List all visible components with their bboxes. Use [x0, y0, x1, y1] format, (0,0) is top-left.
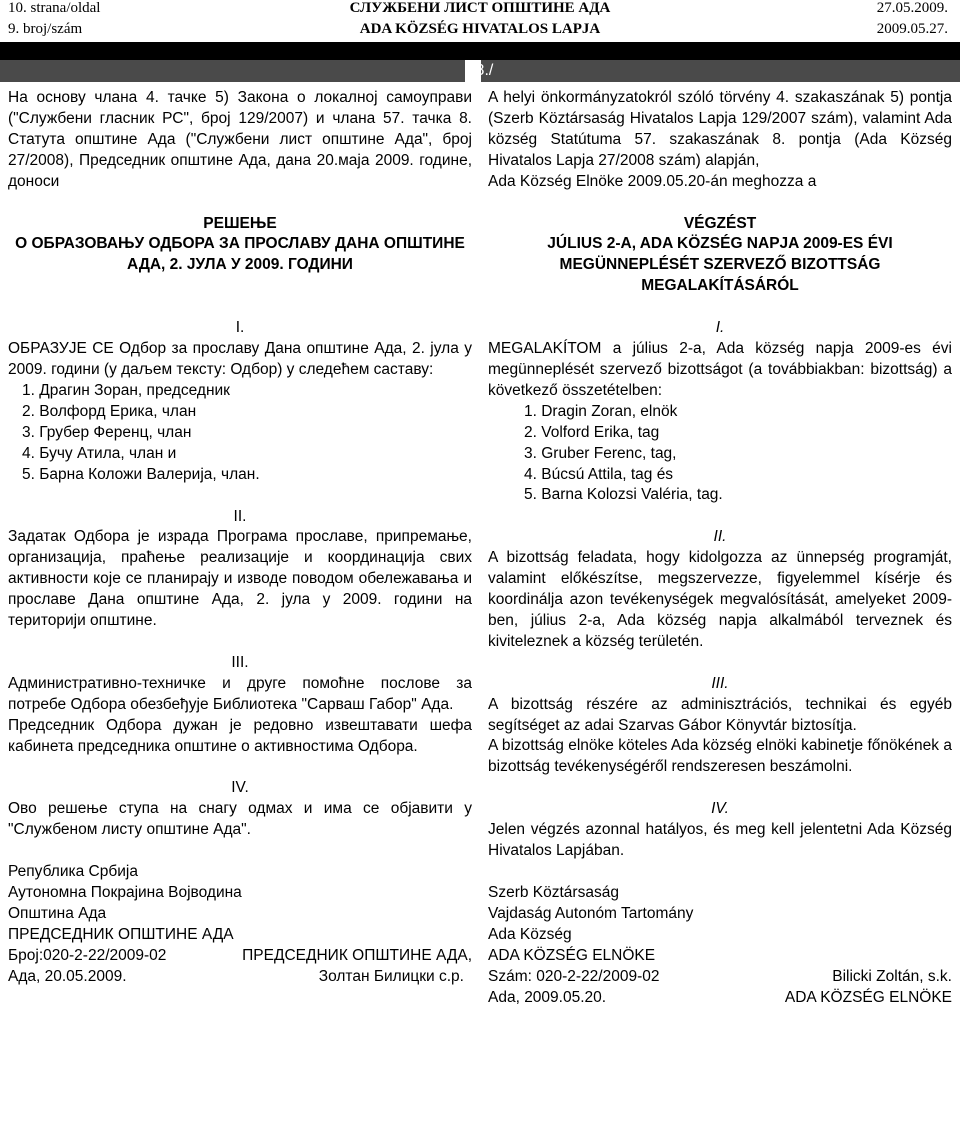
signature-line: Vajdaság Autonóm Tartomány: [488, 904, 694, 922]
list-item: 2. Volford Erika, tag: [524, 423, 660, 441]
signature-line: Аутономна Покрајина Војводина: [8, 884, 242, 902]
section-1-text: ОБРАЗУЈЕ СЕ Одбор за прославу Дана општине Ада, 2. јула у 2009. години (у даљем тексту: Одбор) у следећем саставу:: [8, 340, 472, 379]
section-2-number: II.: [713, 528, 727, 546]
section-3-text: A bizottság elnöke köteles Ada község elnöki kabinetje főnökének a bizottság tevékenységéről rendszeresen beszámolni.: [488, 737, 952, 776]
signatory-name: Bilicki Zoltán, s.k.: [832, 967, 952, 985]
list-item: 4. Бучу Атила, члан и: [22, 444, 177, 462]
signatory-name: Золтан Билицки с.р.: [318, 967, 464, 985]
list-item: 5. Barna Kolozsi Valéria, tag.: [524, 486, 723, 504]
date-serbian: 27.05.2009.: [876, 0, 948, 16]
gazette-title-serbian: СЛУЖБЕНИ ЛИСТ ОПШТИНЕ АДА: [349, 0, 611, 16]
section-3-number: III.: [231, 653, 249, 671]
list-item: 5. Барна Коложи Валерија, члан.: [22, 465, 260, 483]
list-item: 1. Драгин Зоран, председник: [22, 381, 230, 399]
section-2-number: II.: [233, 507, 247, 525]
signature-line: Општина Ада: [8, 905, 107, 922]
list-item: 3. Грубер Ференц, члан: [22, 423, 192, 441]
section-3-text: Административно-техничке и друге помоћне послове за потребе Одбора обезбеђује Библиотека "Сарваш Габор" Ада.: [8, 674, 472, 713]
signature-line: ADA KÖZSÉG ELNÖKE: [488, 946, 656, 964]
hungarian-column: [488, 88, 952, 1008]
decision-subtitle: О ОБРАЗОВАЊУ ОДБОРА ЗА ПРОСЛАВУ ДАНА ОПШТИНЕ АДА, 2. ЈУЛА У 2009. ГОДИНИ: [15, 235, 465, 274]
section-4-number: IV.: [711, 800, 729, 818]
intro-text: На основу члана 4. тачке 5) Закона о локалној самоуправи ("Службени гласник РС", број 129/2007) и члана 57. тачка 8. Статута општине Ада ("Службени лист општине Ада", број 27/2008), Председник општине Ада, дана 20.маја 2009. године, доноси: [8, 89, 472, 190]
page-header: [0, 0, 960, 42]
header-black-bar: [0, 42, 960, 60]
section-4-number: IV.: [231, 779, 249, 797]
page-number: 10. strana/oldal: [8, 0, 101, 16]
list-item: 2. Волфорд Ерика, члан: [22, 402, 197, 420]
section-2-text: A bizottság feladata, hogy kidolgozza az ünnepség programját, valamint előkészítse, megszervezze, figyelemmel kísérje és koordinálja azon tevékenységek megvalósítását, amelyeket 2009-ben, július 2-a, Ada község napja alkalmából terveznek és kiviteleznek a község területén.: [488, 549, 952, 650]
section-4-text: Ово решење ступа на снагу одмах и има се објавити у "Службеном листу општине Ада".: [8, 800, 472, 839]
member-list: [488, 402, 952, 507]
signature-line: Република Србија: [8, 863, 138, 881]
intro-text: A helyi önkormányzatokról szóló törvény 4. szakaszának 5) pontja (Szerb Köztársaság Hivatalos Lapja 129/2007 szám), valamint Ada község Statútuma 57. szakaszának 8. pontja (Ada Község Hivatalos Lapja 27/2008 szám) alapján,: [488, 89, 952, 169]
list-item: 3. Gruber Ferenc, tag,: [524, 444, 677, 462]
date-hungarian: 2009.05.27.: [876, 21, 948, 37]
signatory-title: ADA KÖZSÉG ELNÖKE: [784, 988, 952, 1006]
serbian-column: [8, 88, 472, 988]
section-3-text: Председник Одбора дужан је редовно извештавати шефа кабинета председника општине о активностима Одбора.: [8, 716, 472, 755]
section-3-text: A bizottság részére az adminisztrációs, technikai és egyéb segítséget az adai Szarvas Gábor Könyvtár biztosítja.: [488, 695, 952, 734]
intro-text: Ada Község Elnöke 2009.05.20-án meghozza a: [488, 172, 817, 190]
list-item: 4. Búcsú Attila, tag és: [524, 465, 674, 483]
section-1-number: I.: [235, 319, 245, 337]
signature-row: [8, 946, 472, 967]
document-reference: Szám: 020-2-22/2009-02: [488, 967, 660, 985]
section-3-number: III.: [711, 674, 729, 692]
document-number: 38./: [466, 62, 494, 79]
document-reference: Број:020-2-22/2009-02: [8, 946, 167, 964]
section-1-number: I.: [715, 319, 725, 337]
signature-line: ПРЕДСЕДНИК ОПШТИНЕ АДА: [8, 925, 234, 943]
gazette-title-hungarian: ADA KÖZSÉG HIVATALOS LAPJA: [359, 21, 601, 37]
decision-title: VÉGZÉST: [683, 214, 757, 232]
list-item: 1. Dragin Zoran, elnök: [524, 402, 678, 420]
document-date: Ада, 20.05.2009.: [8, 967, 127, 985]
issue-label: 9. broj/szám: [8, 21, 83, 37]
decision-subtitle: JÚLIUS 2-A, ADA KÖZSÉG NAPJA 2009-ES ÉVI MEGÜNNEPLÉSÉT SZERVEZŐ BIZOTTSÁG MEGALAKÍTÁSÁRÓL: [547, 235, 893, 295]
signatory-title: ПРЕДСЕДНИК ОПШТИНЕ АДА,: [242, 946, 472, 964]
document-date: Ada, 2009.05.20.: [488, 988, 607, 1006]
member-list: [8, 381, 472, 486]
section-4-text: Jelen végzés azonnal hatályos, és meg kell jelentetni Ada Község Hivatalos Lapjában.: [488, 821, 952, 860]
signature-line: Ada Község: [488, 925, 572, 943]
signature-row: [8, 967, 472, 988]
section-1-text: MEGALAKÍTOM a július 2-a, Ada község napja 2009-es évi megünneplését szervező bizottságot (a továbbiakban: bizottság) a következő összetételben:: [488, 340, 952, 399]
decision-title: РЕШЕЊЕ: [203, 214, 277, 232]
signature-row: [488, 988, 952, 1009]
section-2-text: Задатак Одбора је израда Програма прославе, припремање, организација, праћење реализације и координација свих активности које се планирају и изводе поводом обележавања и прославе Дана општине Ада, 2. јула у 2009. години на територији општине.: [8, 528, 472, 630]
signature-row: [488, 967, 952, 988]
signature-line: Szerb Köztársaság: [488, 884, 619, 901]
